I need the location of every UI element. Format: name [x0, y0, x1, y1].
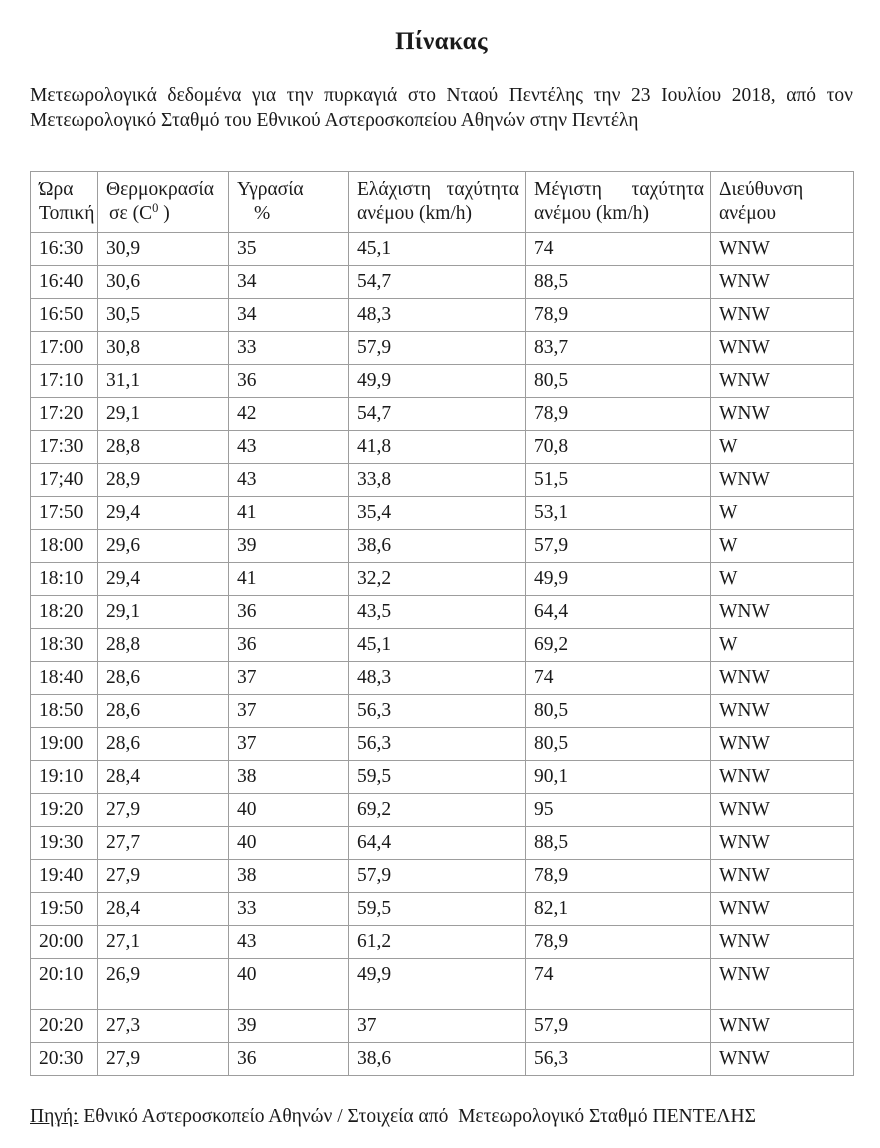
table-cell: 30,8	[98, 332, 229, 365]
table-cell: 80,5	[526, 695, 711, 728]
table-cell: 17;40	[31, 464, 98, 497]
table-cell: 56,3	[349, 695, 526, 728]
table-cell: 88,5	[526, 266, 711, 299]
table-cell: WNW	[711, 695, 854, 728]
table-row	[31, 332, 854, 365]
table-cell: WNW	[711, 827, 854, 860]
table-cell: WNW	[711, 728, 854, 761]
table-cell: W	[711, 629, 854, 662]
table-cell: 80,5	[526, 728, 711, 761]
table-cell: 20:30	[31, 1043, 98, 1076]
table-cell: 32,2	[349, 563, 526, 596]
table-cell: 56,3	[349, 728, 526, 761]
table-cell: 90,1	[526, 761, 711, 794]
table-cell: 69,2	[526, 629, 711, 662]
table-row	[31, 926, 854, 959]
table-cell: 34	[229, 299, 349, 332]
table-cell: 80,5	[526, 365, 711, 398]
table-cell: W	[711, 563, 854, 596]
table-cell: 35,4	[349, 497, 526, 530]
table-cell: 40	[229, 959, 349, 1010]
table-cell: 37	[229, 662, 349, 695]
table-cell: 40	[229, 794, 349, 827]
table-cell: 40	[229, 827, 349, 860]
table-cell: 30,9	[98, 233, 229, 266]
table-cell: 61,2	[349, 926, 526, 959]
table-cell: 18:50	[31, 695, 98, 728]
col-header-line: Διεύθυνση	[719, 179, 804, 200]
table-cell: 18:10	[31, 563, 98, 596]
table-cell: WNW	[711, 761, 854, 794]
table-cell: 78,9	[526, 860, 711, 893]
table-cell: 38,6	[349, 530, 526, 563]
table-cell: 38	[229, 860, 349, 893]
temp-unit-prefix: σε (C	[109, 203, 153, 224]
table-cell: 38	[229, 761, 349, 794]
table-cell: 78,9	[526, 299, 711, 332]
table-cell: 19:10	[31, 761, 98, 794]
weather-data-table	[30, 171, 854, 1076]
table-cell: 34	[229, 266, 349, 299]
table-cell: 82,1	[526, 893, 711, 926]
table-cell: 16:30	[31, 233, 98, 266]
table-cell: 28,6	[98, 662, 229, 695]
table-cell: 88,5	[526, 827, 711, 860]
table-cell: 57,9	[526, 1010, 711, 1043]
table-cell: WNW	[711, 365, 854, 398]
table-cell: 27,9	[98, 860, 229, 893]
table-cell: 36	[229, 596, 349, 629]
table-cell: WNW	[711, 794, 854, 827]
table-cell: 95	[526, 794, 711, 827]
table-cell: 43	[229, 464, 349, 497]
table-row	[31, 266, 854, 299]
table-cell: 36	[229, 629, 349, 662]
col-header-temperature	[98, 172, 229, 233]
table-cell: 28,8	[98, 629, 229, 662]
table-cell: WNW	[711, 1043, 854, 1076]
table-cell: 56,3	[526, 1043, 711, 1076]
table-cell: 16:40	[31, 266, 98, 299]
table-cell: WNW	[711, 959, 854, 1010]
table-cell: 27,7	[98, 827, 229, 860]
table-row	[31, 1010, 854, 1043]
col-header-wind-direction	[711, 172, 854, 233]
table-header-row	[31, 172, 854, 233]
table-cell: 26,9	[98, 959, 229, 1010]
table-cell: 28,6	[98, 695, 229, 728]
table-cell: W	[711, 431, 854, 464]
col-header-line: Ώρα	[39, 179, 74, 200]
table-cell: 48,3	[349, 662, 526, 695]
col-header-line: ανέμου (km/h)	[357, 203, 473, 224]
table-cell: 37	[349, 1010, 526, 1043]
table-cell: 74	[526, 233, 711, 266]
table-cell: 54,7	[349, 266, 526, 299]
table-cell: 18:40	[31, 662, 98, 695]
table-cell: 37	[229, 728, 349, 761]
table-cell: 29,1	[98, 398, 229, 431]
table-cell: 17:30	[31, 431, 98, 464]
table-cell: 29,1	[98, 596, 229, 629]
table-cell: 20:10	[31, 959, 98, 1010]
table-cell: 57,9	[349, 332, 526, 365]
table-cell: 74	[526, 662, 711, 695]
table-cell: 64,4	[526, 596, 711, 629]
intro-line-2: Μετεωρολογικό Σταθμό του Εθνικού Αστεροσκοπείου Αθηνών στην Πεντέλη	[30, 110, 639, 131]
table-cell: 28,9	[98, 464, 229, 497]
table-cell: 27,9	[98, 794, 229, 827]
table-cell: WNW	[711, 266, 854, 299]
table-cell: 49,9	[526, 563, 711, 596]
table-row	[31, 431, 854, 464]
col-header-line: %	[254, 203, 271, 224]
table-row	[31, 563, 854, 596]
table-cell: 69,2	[349, 794, 526, 827]
table-row	[31, 860, 854, 893]
intro-line-1: Μετεωρολογικά δεδομένα για την πυρκαγιά στο Νταού Πεντέλης την 23 Ιουλίου 2018, από τον	[30, 85, 853, 106]
table-row	[31, 365, 854, 398]
table-cell: 48,3	[349, 299, 526, 332]
table-cell: 17:50	[31, 497, 98, 530]
table-row	[31, 233, 854, 266]
table-cell: 36	[229, 365, 349, 398]
table-cell: 31,1	[98, 365, 229, 398]
table-cell: 33	[229, 893, 349, 926]
table-row	[31, 827, 854, 860]
table-cell: 29,6	[98, 530, 229, 563]
table-cell: 39	[229, 530, 349, 563]
table-cell: 38,6	[349, 1043, 526, 1076]
table-cell: 53,1	[526, 497, 711, 530]
source-note	[30, 1106, 853, 1128]
table-row	[31, 299, 854, 332]
table-cell: WNW	[711, 398, 854, 431]
table-cell: WNW	[711, 464, 854, 497]
table-cell: WNW	[711, 1010, 854, 1043]
table-row	[31, 1043, 854, 1076]
table-cell: 29,4	[98, 563, 229, 596]
table-cell: W	[711, 497, 854, 530]
table-cell: 41	[229, 497, 349, 530]
table-cell: 45,1	[349, 233, 526, 266]
table-cell: 28,8	[98, 431, 229, 464]
table-cell: 57,9	[526, 530, 711, 563]
table-row	[31, 728, 854, 761]
source-label: Πηγή:	[30, 1106, 79, 1127]
table-cell: 30,6	[98, 266, 229, 299]
table-cell: 45,1	[349, 629, 526, 662]
col-header-min-wind-speed	[349, 172, 526, 233]
table-cell: 33	[229, 332, 349, 365]
table-row	[31, 893, 854, 926]
table-row	[31, 662, 854, 695]
source-text: Εθνικό Αστεροσκοπείο Αθηνών / Στοιχεία από Μετεωρολογικό Σταθμό ΠΕΝΤΕΛΗΣ	[78, 1106, 756, 1127]
table-cell: 74	[526, 959, 711, 1010]
table-cell: WNW	[711, 893, 854, 926]
table-cell: 33,8	[349, 464, 526, 497]
table-cell: 83,7	[526, 332, 711, 365]
table-row	[31, 629, 854, 662]
temp-unit-superscript: 0	[152, 201, 159, 215]
col-header-line: Μέγιστη ταχύτητα	[534, 179, 704, 200]
table-cell: 78,9	[526, 398, 711, 431]
table-cell: 19:20	[31, 794, 98, 827]
table-cell: WNW	[711, 860, 854, 893]
table-cell: 41,8	[349, 431, 526, 464]
table-cell: 49,9	[349, 365, 526, 398]
table-cell: 49,9	[349, 959, 526, 1010]
table-cell: 39	[229, 1010, 349, 1043]
table-cell: 43,5	[349, 596, 526, 629]
table-cell: 30,5	[98, 299, 229, 332]
table-cell: WNW	[711, 596, 854, 629]
table-cell: 18:20	[31, 596, 98, 629]
table-cell: 17:10	[31, 365, 98, 398]
col-header-line: Υγρασία	[237, 179, 304, 200]
table-cell: W	[711, 530, 854, 563]
table-cell: 78,9	[526, 926, 711, 959]
table-cell: 17:20	[31, 398, 98, 431]
table-cell: WNW	[711, 926, 854, 959]
table-cell: 28,4	[98, 761, 229, 794]
table-row	[31, 464, 854, 497]
col-header-line: Ελάχιστη ταχύτητα	[357, 179, 519, 200]
table-cell: 35	[229, 233, 349, 266]
table-cell: 57,9	[349, 860, 526, 893]
table-cell: WNW	[711, 299, 854, 332]
table-body	[31, 233, 854, 1076]
table-cell: WNW	[711, 332, 854, 365]
table-cell: 41	[229, 563, 349, 596]
table-cell: 51,5	[526, 464, 711, 497]
table-cell: WNW	[711, 233, 854, 266]
table-cell: 36	[229, 1043, 349, 1076]
table-cell: 27,9	[98, 1043, 229, 1076]
col-header-humidity	[229, 172, 349, 233]
table-cell: 20:00	[31, 926, 98, 959]
table-cell: 29,4	[98, 497, 229, 530]
col-header-local-time	[31, 172, 98, 233]
table-cell: 18:00	[31, 530, 98, 563]
table-row	[31, 794, 854, 827]
col-header-line: Τοπική	[39, 203, 95, 224]
table-cell: WNW	[711, 662, 854, 695]
table-cell: 43	[229, 431, 349, 464]
table-cell: 17:00	[31, 332, 98, 365]
col-header-line: ανέμου (km/h)	[534, 203, 650, 224]
table-cell: 19:50	[31, 893, 98, 926]
table-cell: 70,8	[526, 431, 711, 464]
table-row	[31, 398, 854, 431]
table-row	[31, 695, 854, 728]
col-header-line: ανέμου	[719, 203, 777, 224]
col-header-max-wind-speed	[526, 172, 711, 233]
table-cell: 27,1	[98, 926, 229, 959]
table-cell: 27,3	[98, 1010, 229, 1043]
table-cell: 43	[229, 926, 349, 959]
table-cell: 28,6	[98, 728, 229, 761]
table-cell: 18:30	[31, 629, 98, 662]
temp-unit-suffix: )	[158, 203, 170, 224]
table-row	[31, 497, 854, 530]
table-cell: 28,4	[98, 893, 229, 926]
table-row	[31, 959, 854, 1010]
table-row	[31, 596, 854, 629]
table-cell: 59,5	[349, 893, 526, 926]
col-header-line	[106, 202, 222, 226]
intro-paragraph	[30, 83, 853, 133]
page-title: Πίνακας	[395, 28, 488, 55]
table-cell: 37	[229, 695, 349, 728]
table-cell: 59,5	[349, 761, 526, 794]
table-cell: 42	[229, 398, 349, 431]
table-row	[31, 761, 854, 794]
table-cell: 19:30	[31, 827, 98, 860]
table-cell: 20:20	[31, 1010, 98, 1043]
table-cell: 19:40	[31, 860, 98, 893]
table-cell: 64,4	[349, 827, 526, 860]
table-row	[31, 530, 854, 563]
table-cell: 19:00	[31, 728, 98, 761]
table-cell: 54,7	[349, 398, 526, 431]
col-header-line: Θερμοκρασία	[106, 179, 214, 200]
table-cell: 16:50	[31, 299, 98, 332]
